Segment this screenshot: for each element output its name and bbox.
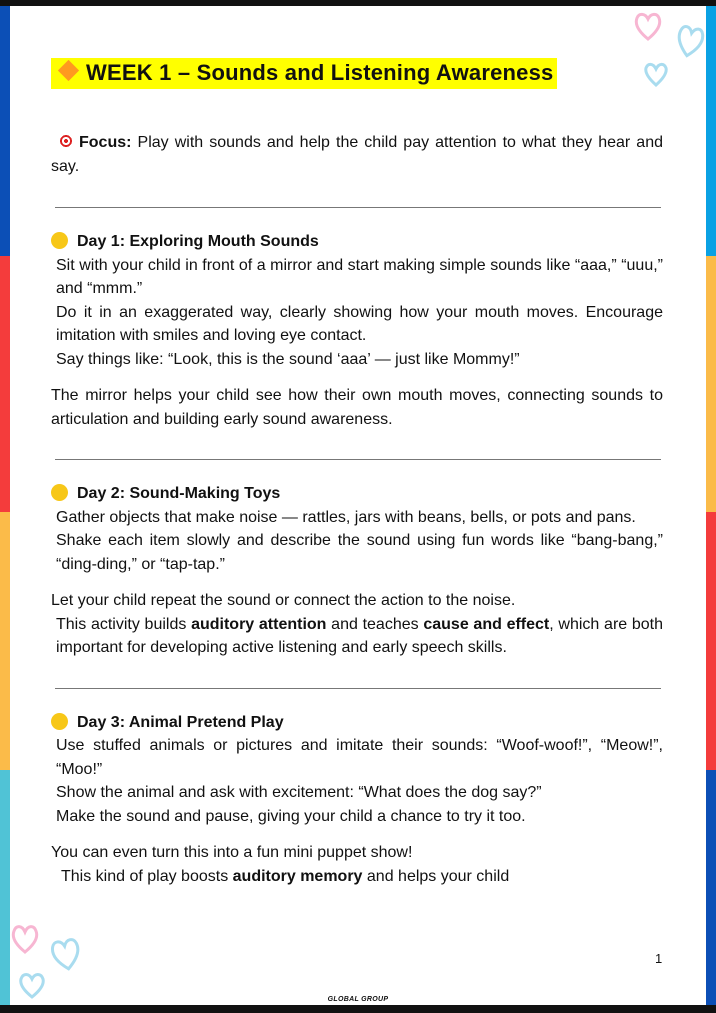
day2-note-emphasis: cause and effect: [423, 615, 550, 633]
yellow-circle-icon: [51, 484, 68, 501]
day3-note-emphasis: auditory memory: [232, 867, 363, 885]
page-title-text: WEEK 1 – Sounds and Listening Awareness: [86, 60, 554, 85]
page-number: 1: [655, 951, 663, 966]
day2-section: [51, 482, 663, 660]
day2-line: Gather objects that make noise — rattles, jars with beans, bells, or pots and pans.: [56, 508, 636, 526]
focus-paragraph: [51, 131, 663, 179]
day3-heading: [51, 711, 663, 735]
day2-note: Let your child repeat the sound or connect the action to the noise.: [51, 592, 516, 609]
day2-title: Day 2: Sound-Making Toys: [77, 485, 281, 502]
day1-line: Sit with your child in front of a mirror and start making simple sounds like “aaa,” “uuu,” and “mmm.”: [56, 256, 663, 297]
day1-heading: [51, 230, 663, 254]
bottom-border: [0, 1005, 716, 1013]
focus-text: Play with sounds and help the child pay attention to what they hear and say.: [51, 134, 663, 175]
section-divider: [55, 459, 661, 460]
day3-section: [51, 711, 663, 889]
left-stripe-blue: [0, 6, 10, 256]
orange-diamond-icon: [58, 60, 79, 81]
day3-note-text: and helps your child: [362, 867, 510, 885]
day3-title: Day 3: Animal Pretend Play: [77, 713, 284, 731]
day1-note: The mirror helps your child see how their own mouth moves, connecting sounds to articulation and building early sound awareness.: [51, 387, 663, 428]
yellow-circle-icon: [51, 232, 68, 249]
heart-icon: [633, 10, 663, 42]
day3-line: Show the animal and ask with excitement: “What does the dog say?”: [56, 784, 542, 801]
left-stripe-cyan: [0, 770, 10, 1005]
yellow-circle-icon: [51, 713, 68, 730]
day2-line: Shake each item slowly and describe the sound using fun words like “bang-bang,” “ding-ding,” or “tap-tap.”: [56, 532, 663, 573]
day1-line: Do it in an exaggerated way, clearly showing how your mouth moves. Encourage imitation with smiles and loving eye contact.: [56, 303, 663, 344]
page-title: [51, 58, 557, 89]
day1-title: Day 1: Exploring Mouth Sounds: [77, 233, 319, 250]
day2-note-text: , which are both important for developing active listening and early speech skills.: [56, 615, 664, 656]
day1-section: [51, 230, 663, 431]
target-icon: [59, 134, 73, 148]
left-stripe-red: [0, 256, 10, 512]
footer-brand: GLOBAL GROUP: [327, 996, 389, 1003]
heart-icon: [10, 922, 40, 956]
day3-line: Make the sound and pause, giving your child a chance to try it too.: [56, 807, 526, 825]
focus-label: Focus:: [79, 134, 132, 151]
right-stripe-blue: [706, 770, 716, 1005]
day2-heading: [51, 482, 663, 506]
heart-icon: [675, 22, 705, 60]
day3-note-bold: [51, 865, 663, 889]
top-border: [0, 0, 716, 6]
day2-note-text: This activity builds: [56, 615, 192, 633]
right-stripe-orange: [706, 256, 716, 512]
day3-note: You can even turn this into a fun mini puppet show!: [51, 844, 413, 861]
day3-note-text: This kind of play boosts: [61, 867, 233, 885]
section-divider: [55, 207, 661, 208]
page-content: [51, 58, 663, 888]
day2-note-bold: [51, 613, 663, 660]
right-stripe-sky: [706, 6, 716, 256]
right-stripe-red: [706, 512, 716, 770]
section-divider: [55, 688, 661, 689]
day2-note-text: and teaches: [326, 615, 424, 633]
left-stripe-orange: [0, 512, 10, 770]
day2-note-emphasis: auditory attention: [191, 615, 327, 633]
day3-line: Use stuffed animals or pictures and imitate their sounds: “Woof-woof!”, “Meow!”, “Moo!”: [56, 737, 663, 778]
heart-icon: [50, 935, 82, 973]
day1-line: Say things like: “Look, this is the sound ‘aaa’ — just like Mommy!”: [56, 350, 520, 368]
